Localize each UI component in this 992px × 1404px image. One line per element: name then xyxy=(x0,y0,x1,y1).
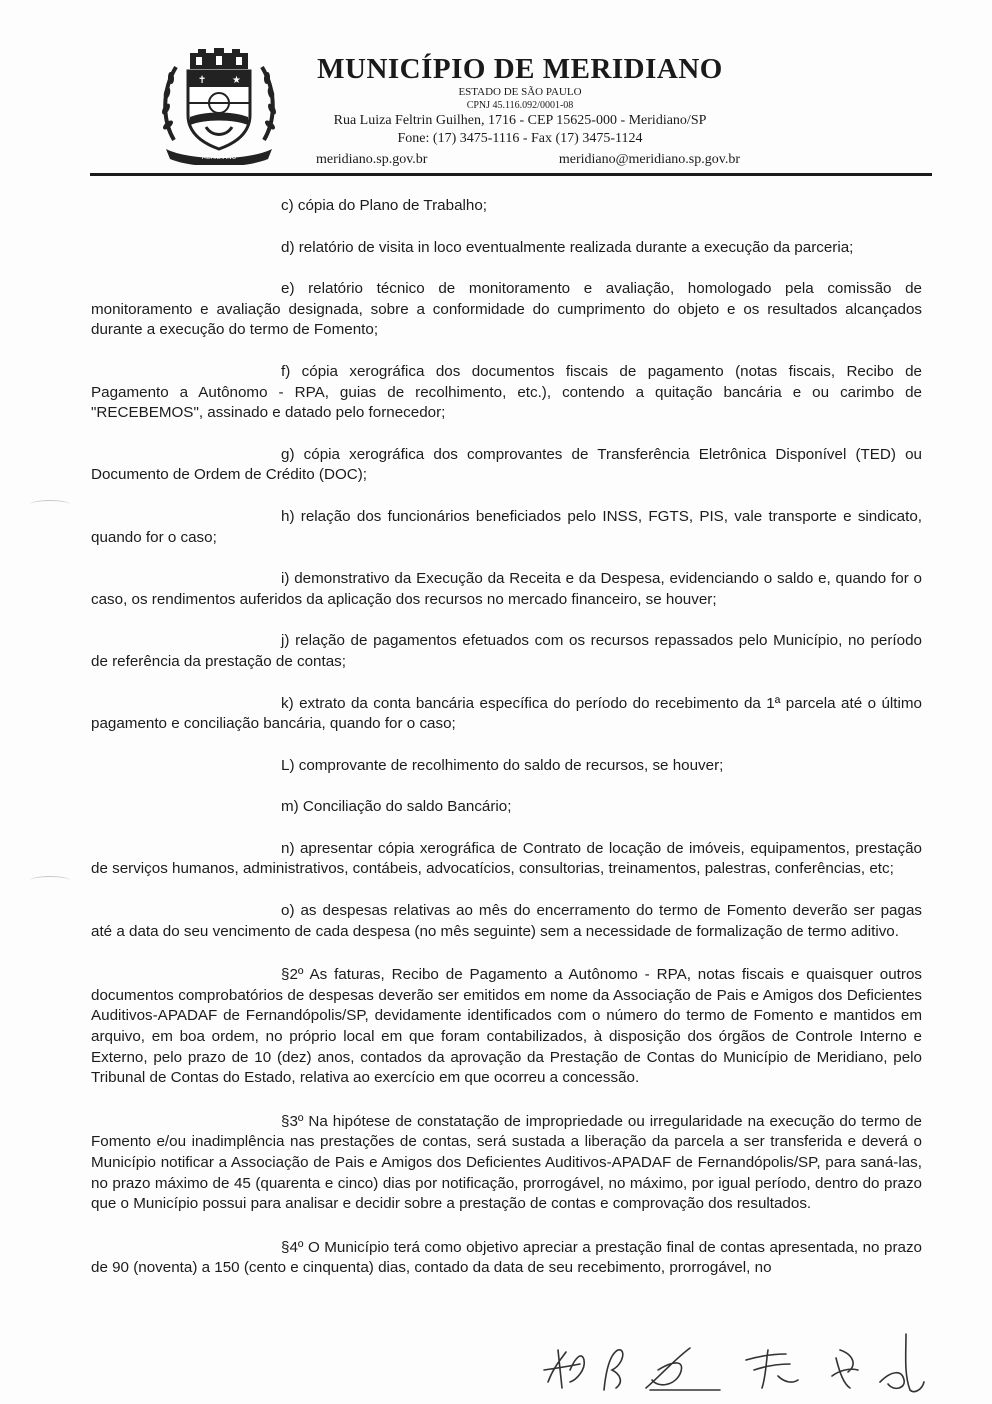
letterhead xyxy=(300,52,740,170)
email-text: meridiano@meridiano.sp.gov.br xyxy=(558,152,740,167)
section-4: §4º O Município terá como objetivo apreciar a prestação final de contas apresentada, no prazo de 90 (noventa) a 150 (cento e cinquenta) dias, contado da data de seu recebimento, prorrogável, no xyxy=(91,1238,922,1277)
municipal-coat-of-arms-icon xyxy=(160,45,278,165)
paragraph-f: f) cópia xerográfica dos documentos fiscais de pagamento (notas fiscais, Recibo de Pagamento a Autônomo - RPA, guias de recolhimento, etc.), contendo a quitação bancária e ou carimbo de "RECEBEMOS", assinado e datado pelo fornecedor; xyxy=(91,362,922,422)
paragraph-m: m) Conciliação do saldo Bancário; xyxy=(281,798,512,816)
paragraph-n: n) apresentar cópia xerográfica de Contrato de locação de imóveis, equipamentos, prestação de serviços humanos, administrativos, contábeis, advocatícios, consultorias, treinamentos, palestras, conferências, etc; xyxy=(91,839,922,878)
paragraph-l: L) comprovante de recolhimento do saldo de recursos, se houver; xyxy=(281,756,724,774)
paragraph-i: i) demonstrativo da Execução da Receita e da Despesa, evidenciando o saldo e, quando for o caso, os rendimentos auferidos da aplicação dos recursos no mercado financeiro, se houver; xyxy=(91,570,922,608)
paragraph-h: h) relação dos funcionários beneficiados pelo INSS, FGTS, PIS, vale transporte e sindicato, quando for o caso; xyxy=(91,507,922,546)
section-3: §3º Na hipótese de constatação de impropriedade ou irregularidade na execução do termo de Fomento e/ou inadimplência nas prestações de contas, será sustada a liberação da parcela a ser transferida e deverá o Município notificar a Associação de Pais e Amigos dos Deficientes Auditivos-APADAF de Fernandópolis/SP, para saná-las, no prazo máximo de 45 (quarenta e cinco) dias por notificação, prorrogável, no máximo, por igual período, dentro do prazo que o Município possui para analisar e decidir sobre a prestação de contas e comprovação dos resultados. xyxy=(91,1112,922,1213)
page-title: MUNICÍPIO DE MERIDIANO xyxy=(317,53,723,85)
state-line: ESTADO DE SÃO PAULO xyxy=(458,86,582,98)
scan-mark xyxy=(30,876,70,885)
paragraph-c: c) cópia do Plano de Trabalho; xyxy=(281,197,488,214)
handwritten-initials xyxy=(540,1330,940,1400)
website-text: meridiano.sp.gov.br xyxy=(316,152,428,167)
scan-mark xyxy=(30,500,70,509)
contact-line xyxy=(300,150,740,170)
svg-text:★: ★ xyxy=(232,75,241,86)
paragraph-e: e) relatório técnico de monitoramento e avaliação, homologado pela comissão de monitoramento e avaliação designada, sobre a conformidade do cumprimento do objeto e os resultados alcançados durante a execução do termo de Fomento; xyxy=(91,280,922,339)
section-2: §2º As faturas, Recibo de Pagamento a Autônomo - RPA, notas fiscais e quaisquer outros documentos comprobatórios de despesas deverão ser emitidos em nome da Associação de Pais e Amigos dos Deficientes Auditivos-APADAF de Fernandópolis/SP, devidamente identificados com o número do termo de Fomento e mantidos em arquivo, em boa ordem, no próprio local em que foram contabilizados, à disposição dos órgãos de Controle Interno e Externo, pelo prazo de 10 (dez) anos, contados da aprovação da Prestação de Contas do Município de Meridiano, pelo Tribunal de Contas do Estado, relativa ao exercício em que ocorreu a concessão. xyxy=(91,966,922,1087)
paragraph-d: d) relatório de visita in loco eventualmente realizada durante a execução da parceria; xyxy=(281,238,854,256)
document-body xyxy=(91,196,922,1279)
phone-line: Fone: (17) 3475-1116 - Fax (17) 3475-1124 xyxy=(397,131,643,146)
cnpj-line: CPNJ 45.116.092/0001-08 xyxy=(466,100,574,111)
header-divider xyxy=(90,173,932,176)
svg-text:MERIDIANO: MERIDIANO xyxy=(201,154,237,161)
paragraph-k: k) extrato da conta bancária específica do período do recebimento da 1ª parcela até o último pagamento e conciliação bancária, quando for o caso; xyxy=(91,694,922,733)
address-line: Rua Luiza Feltrin Guilhen, 1716 - CEP 15625-000 - Meridiano/SP xyxy=(333,113,707,128)
paragraph-o: o) as despesas relativas ao mês do encerramento do termo de Fomento deverão ser pagas até a data do seu vencimento de cada despesa (no mês seguinte) sem a necessidade de formalização de termo aditivo. xyxy=(91,902,922,940)
paragraph-g: g) cópia xerográfica dos comprovantes de Transferência Eletrônica Disponível (TED) ou Documento de Ordem de Crédito (DOC); xyxy=(91,445,922,484)
svg-text:✝: ✝ xyxy=(198,75,207,86)
paragraph-j: j) relação de pagamentos efetuados com os recursos repassados pelo Município, no período de referência da prestação de contas; xyxy=(91,632,922,670)
